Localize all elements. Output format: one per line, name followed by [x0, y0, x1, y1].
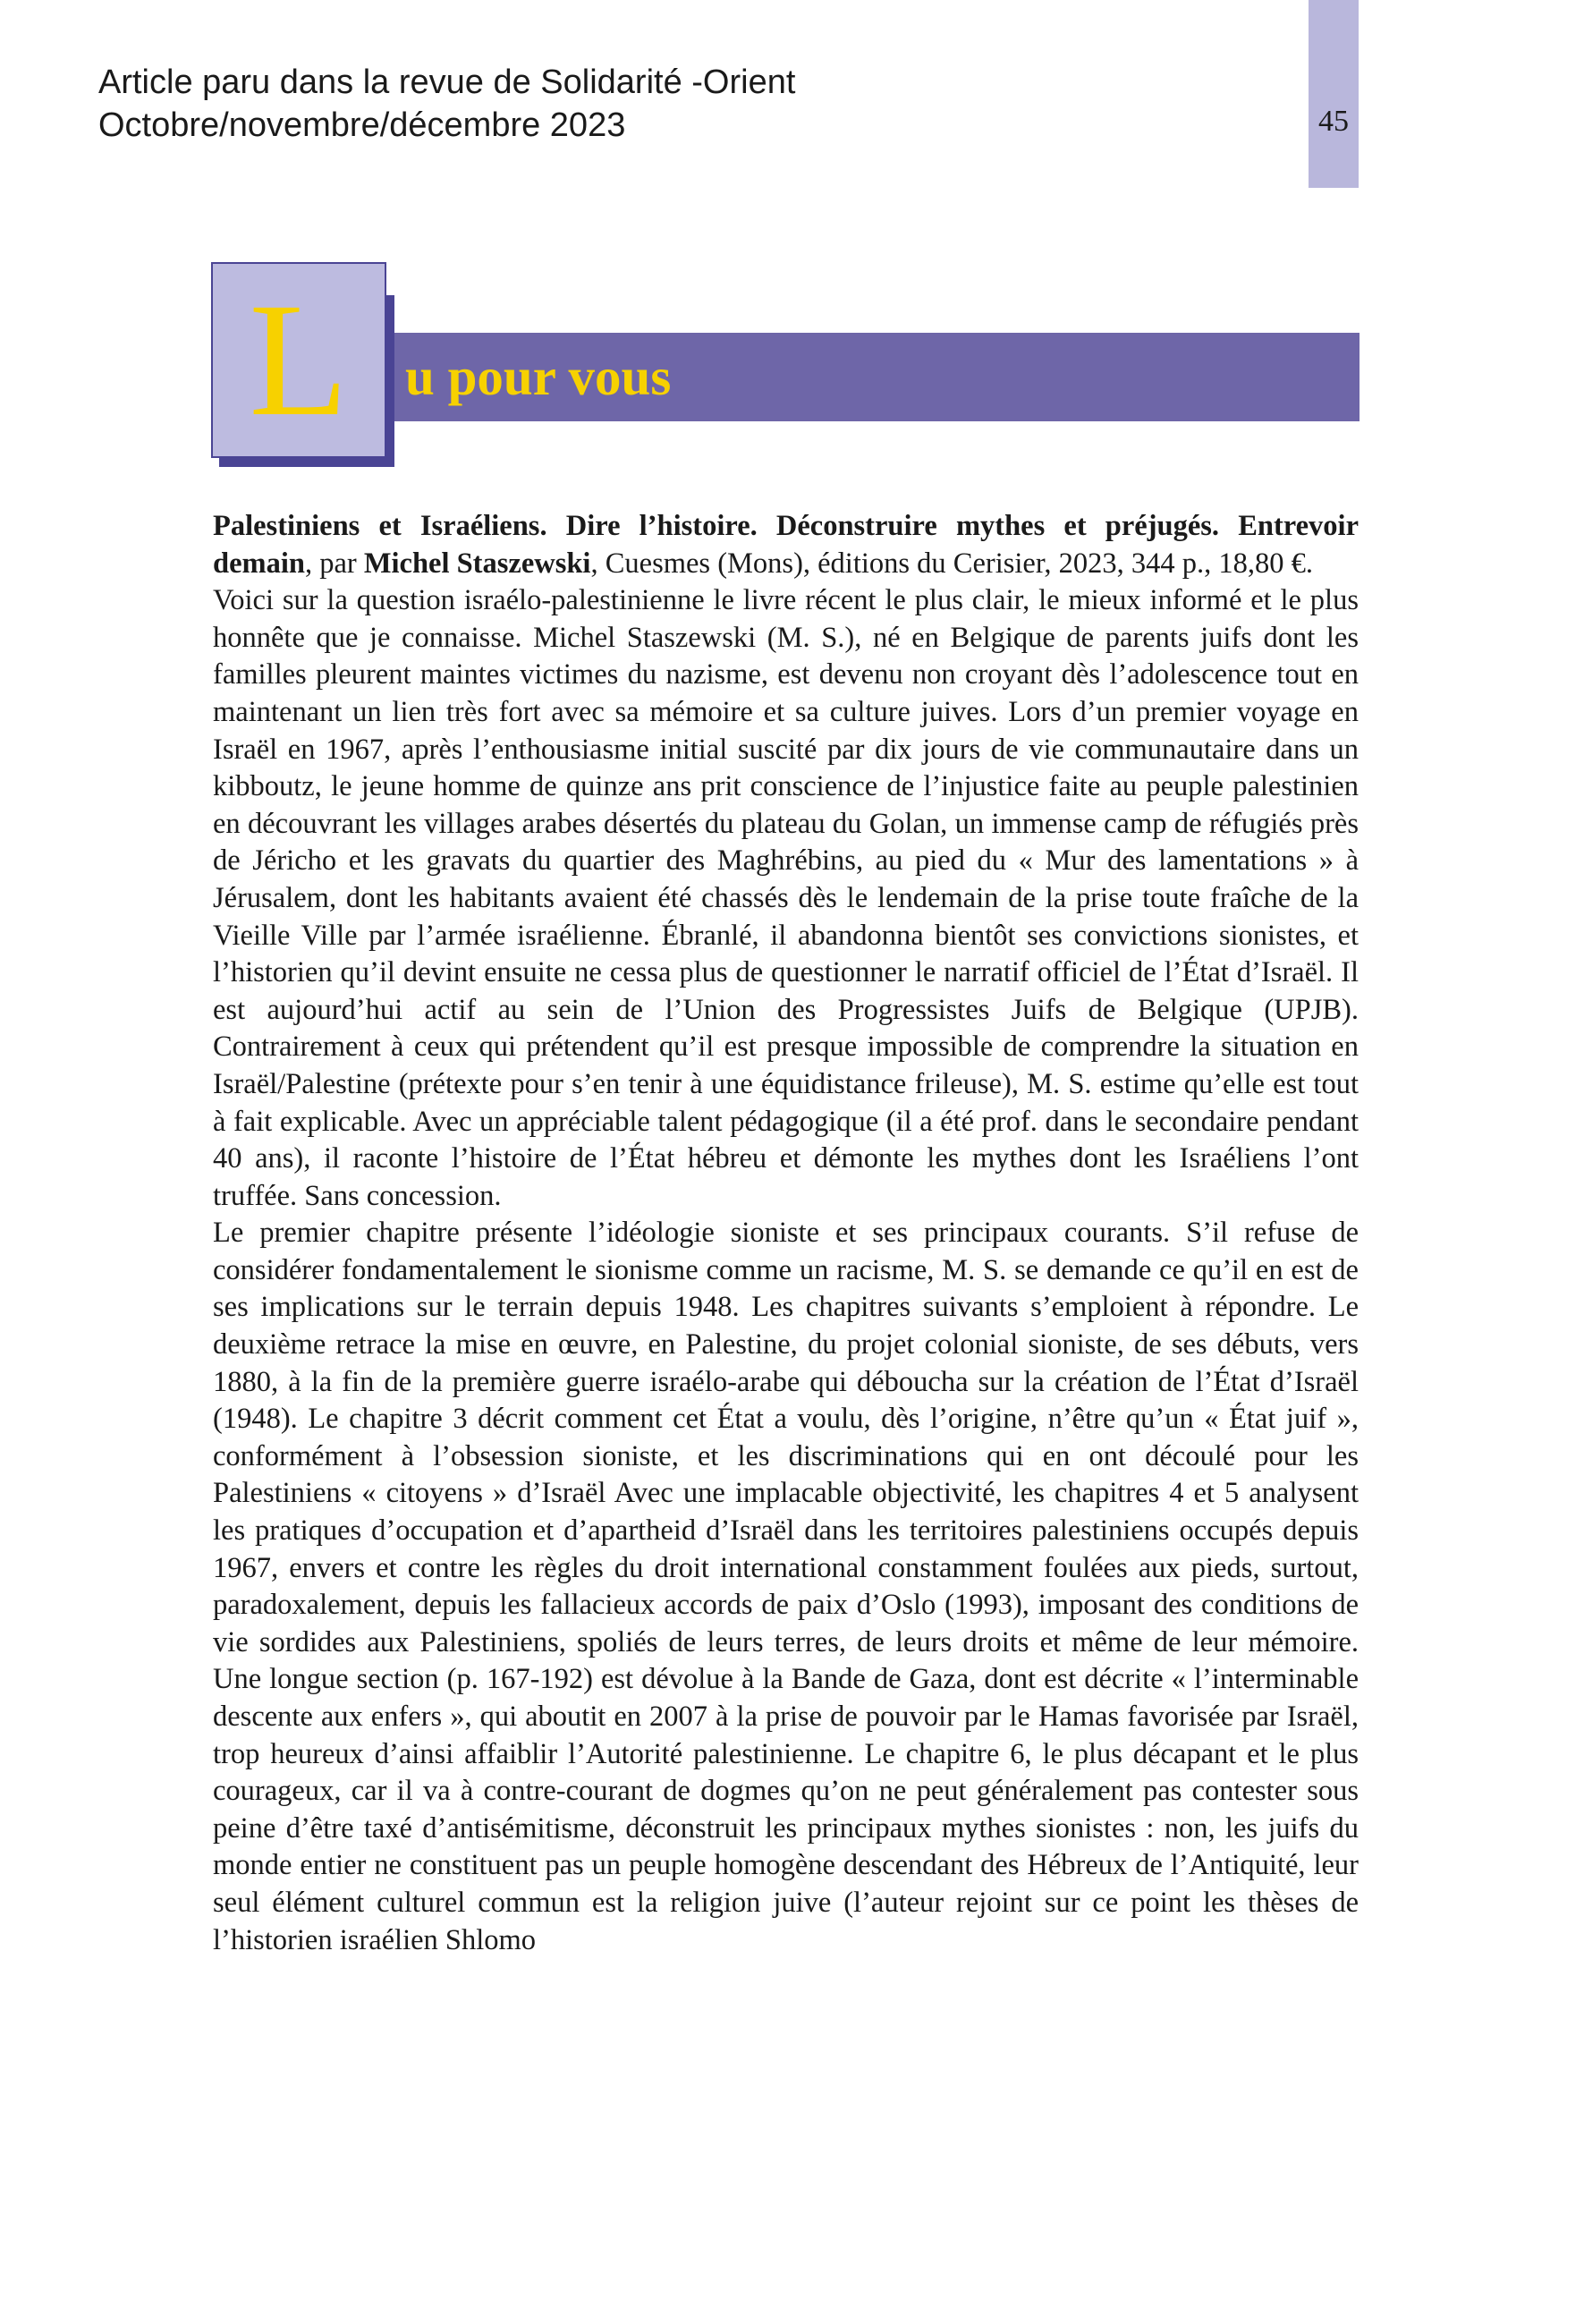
book-by: , par: [304, 547, 364, 580]
book-reference: [213, 508, 1359, 582]
page-tab: [1309, 0, 1359, 188]
paragraph: Le premier chapitre présente l’idéologie sioniste et ses principaux courants. S’il refuse de considérer fondamentalement le sionisme comme un racisme, M. S. se demande ce qu’il en est de ses implications sur le terrain depuis 1948. Les chapitres suivants s’emploient à répondre. Le deuxième retrace la mise en œuvre, en Palestine, du projet colonial sioniste, de ses débuts, vers 1880, à la fin de la première guerre israélo-arabe qui déboucha sur la création de l’État d’Israël (1948). Le chapitre 3 décrit comment cet État a voulu, dès l’origine, n’être qu’un « État juif », conformément à l’obsession sioniste, et les discriminations qui en ont découlé pour les Palestiniens « citoyens » d’Israël Avec une implacable objectivité, les chapitres 4 et 5 analysent les pratiques d’occupation et d’apartheid d’Israël dans les territoires palestiniens occupés depuis 1967, envers et contre les règles du droit international constamment foulées aux pieds, surtout, paradoxalement, depuis les fallacieux accords de paix d’Oslo (1993), imposant des conditions de vie sordides aux Palestiniens, spoliés de leurs terres, de leurs droits et même de leur mémoire. Une longue section (p. 167-192) est dévolue à la Bande de Gaza, dont est décrite « l’interminable descente aux enfers », qui aboutit en 2007 à la prise de pouvoir par le Hamas favorisée par Israël, trop heureux d’ainsi affaiblir l’Autorité palestinienne. Le chapitre 6, le plus décapant et le plus courageux, car il va à contre-courant de dogmes qu’on ne peut généralement pas contester sous peine d’être taxé d’antisémitisme, déconstruit les principaux mythes sionistes : non, les juifs du monde entier ne constituent pas un peuple homogène descendant des Hébreux de l’Antiquité, leur seul élément culturel commun est la religion juive (l’auteur rejoint sur ce point les thèses de l’historien israélien Shlomo: [213, 1217, 1359, 1956]
dropcap-letter: L: [249, 270, 349, 450]
book-author: Michel Staszewski: [363, 547, 591, 580]
issue-date: Octobre/novembre/décembre 2023: [98, 106, 626, 144]
paragraph: Voici sur la question israélo-palestinienne le livre récent le plus clair, le mieux informé et le plus honnête que je connaisse. Michel Staszewski (M. S.), né en Belgique de parents juifs dont les familles pleurent maintes victimes du nazisme, est devenu non croyant dès l’adolescence tout en maintenant un lien très fort avec sa mémoire et sa culture juives. Lors d’un premier voyage en Israël en 1967, après l’enthousiasme initial suscité par dix jours de vie communautaire dans un kibboutz, le jeune homme de quinze ans prit conscience de l’injustice faite au peuple palestinien en découvrant les villages arabes désertés du plateau du Golan, un immense camp de réfugiés près de Jéricho et les gravats du quartier des Maghrébins, au pied du « Mur des lamentations » à Jérusalem, dont les habitants avaient été chassés dès le lendemain de la prise toute fraîche de la Vieille Ville par l’armée israélienne. Ébranlé, il abandonna bientôt ses convictions sionistes, et l’historien qu’il devint ensuite ne cessa plus de questionner le narratif officiel de l’État d’Israël. Il est aujourd’hui actif au sein de l’Union des Progressistes Juifs de Belgique (UPJB). Contrairement à ceux qui prétendent qu’il est presque impossible de comprendre la situation en Israël/Palestine (prétexte pour s’en tenir à une équidistance frileuse), M. S. estime qu’elle est tout à fait explicable. Avec un appréciable talent pédagogique (il a été prof. dans le secondaire pendant 40 ans), il raconte l’histoire de l’État hébreu et démonte les mythes dont les Israéliens l’ont truffée. Sans concession.: [213, 584, 1359, 1212]
journal-title: Article paru dans la revue de Solidarité -Orient: [98, 64, 796, 101]
article-body: [213, 508, 1359, 1959]
book-details: , Cuesmes (Mons), éditions du Cerisier, 2023, 344 p., 18,80 €.: [590, 547, 1314, 580]
section-title: u pour vous: [405, 347, 672, 406]
book-title: Palestiniens et Israéliens. Dire l’histoire. Déconstruire mythes et préjugés. Entrevoir demain: [213, 510, 1359, 580]
page-number: 45: [1318, 105, 1349, 138]
